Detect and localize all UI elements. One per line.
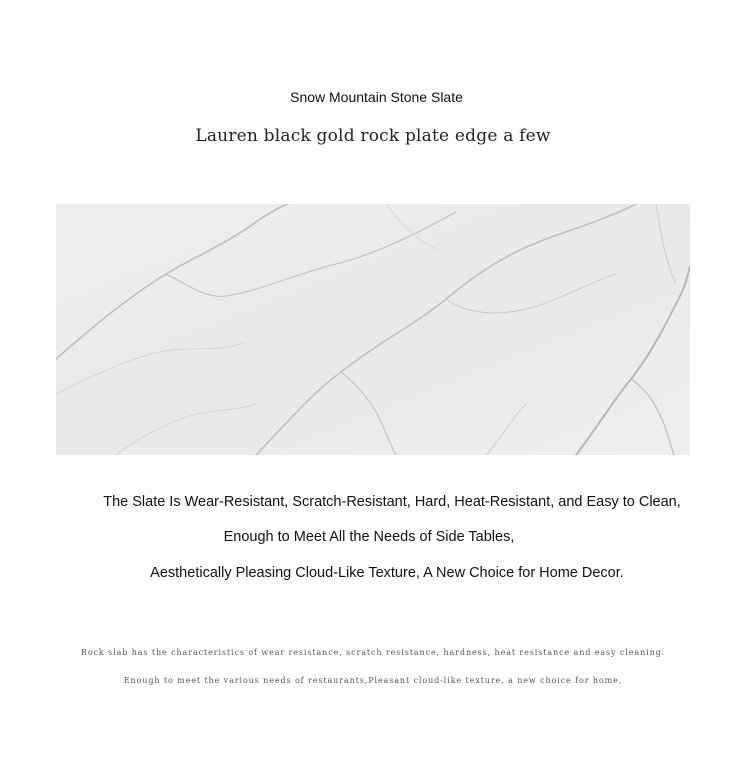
- note-line-2: Enough to meet the various needs of restaurants,Pleasant cloud-like texture, a new choice for home,: [123, 676, 623, 685]
- feature-line-1: The Slate Is Wear-Resistant, Scratch-Resistant, Hard, Heat-Resistant, and Easy to Clean,: [103, 494, 681, 510]
- marble-slab-image: [56, 204, 690, 455]
- note-line-1: Rock slab has the characteristics of wear resistance, scratch resistance, hardness, heat resistance and easy cleaning.: [80, 648, 666, 657]
- product-title: Snow Mountain Stone Slate: [290, 89, 463, 105]
- feature-line-2: Enough to Meet All the Needs of Side Tables,: [223, 529, 515, 545]
- feature-line-3: Aesthetically Pleasing Cloud-Like Texture, A New Choice for Home Decor.: [150, 565, 624, 581]
- product-subtitle: Lauren black gold rock plate edge a few: [195, 126, 551, 146]
